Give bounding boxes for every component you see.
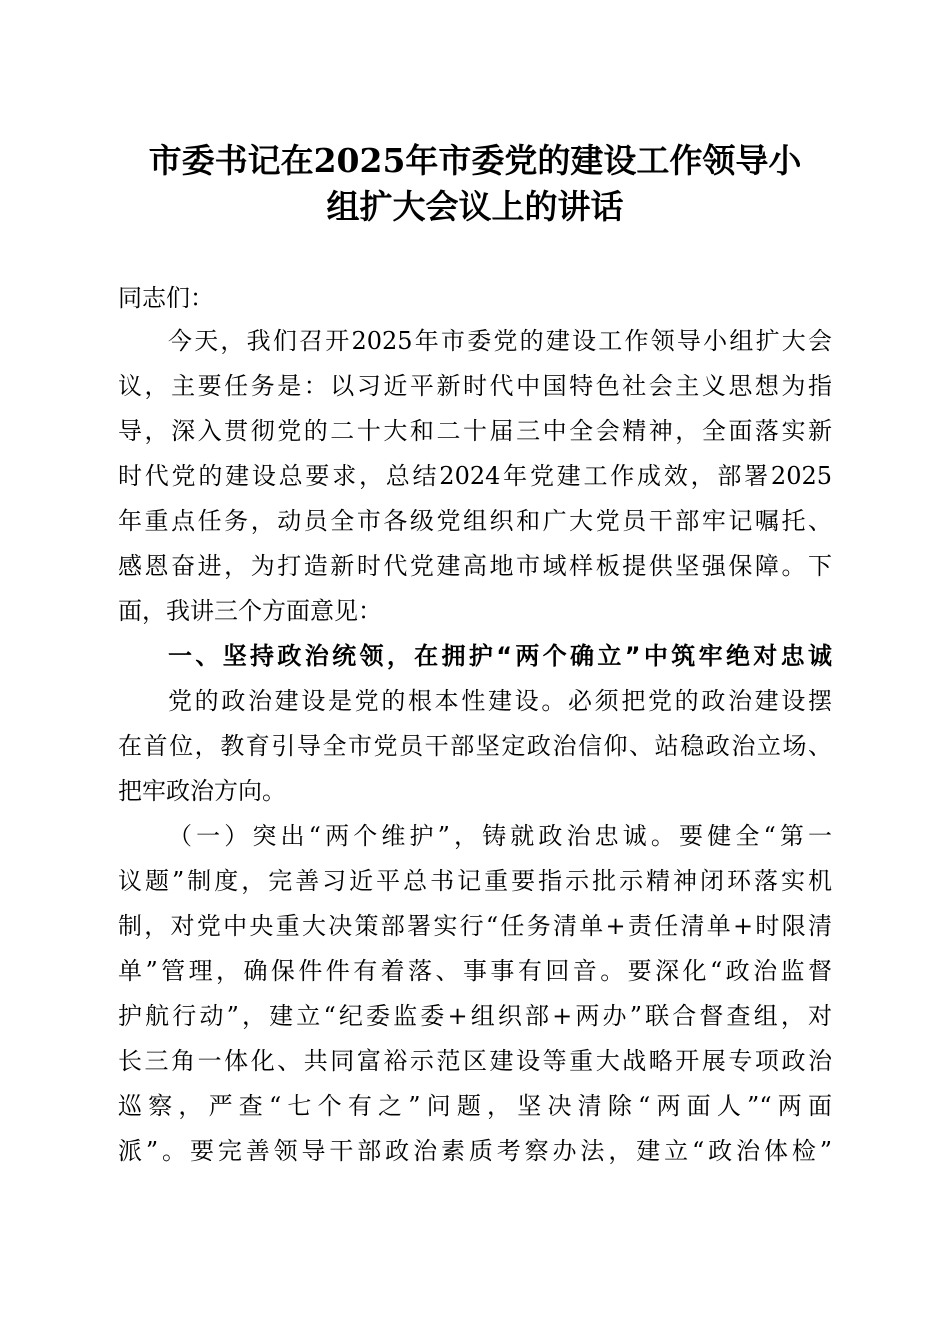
body-line: 议，主要任务是：以习近平新时代中国特色社会主义思想为指 [118,372,832,400]
document-title-line-1: 市委书记在2025年市委党的建设工作领导小 [148,141,802,180]
body-line: 制，对党中央重大决策部署实行“任务清单+责任清单+时限清 [118,912,832,940]
body-line: 巡察，严查“七个有之”问题，坚决清除“两面人”“两面 [118,1092,832,1120]
body-line: 党的政治建设是党的根本性建设。必须把党的政治建设摆 [168,687,832,715]
body-line: 导，深入贯彻党的二十大和二十届三中全会精神，全面落实新 [118,417,832,445]
body-line: （一）突出“两个维护”，铸就政治忠诚。要健全“第一 [168,822,832,850]
body-line: 护航行动”，建立“纪委监委+组织部+两办”联合督查组，对 [118,1002,832,1030]
body-line: 时代党的建设总要求，总结2024年党建工作成效，部署2025 [118,462,832,490]
body-line: 在首位，教育引导全市党员干部坚定政治信仰、站稳政治立场、 [118,732,832,760]
body-line: 把牢政治方向。 [118,777,286,805]
body-line: 感恩奋进，为打造新时代党建高地市域样板提供坚强保障。下 [118,552,832,580]
body-line: 派”。要完善领导干部政治素质考察办法，建立“政治体检” [118,1137,832,1165]
body-line: 长三角一体化、共同富裕示范区建设等重大战略开展专项政治 [118,1047,832,1075]
section-heading: 一、坚持政治统领，在拥护“两个确立”中筑牢绝对忠诚 [168,642,832,670]
body-line: 面，我讲三个方面意见： [118,597,382,625]
body-line: 今天，我们召开2025年市委党的建设工作领导小组扩大会 [168,327,832,355]
body-line: 议题”制度，完善习近平总书记重要指示批示精神闭环落实机 [118,867,832,895]
body-line: 年重点任务，动员全市各级党组织和广大党员干部牢记嘱托、 [118,507,832,535]
document-title-line-2: 组扩大会议上的讲话 [326,187,624,226]
salutation: 同志们： [118,284,214,312]
body-line: 单”管理，确保件件有着落、事事有回音。要深化“政治监督 [118,957,832,985]
